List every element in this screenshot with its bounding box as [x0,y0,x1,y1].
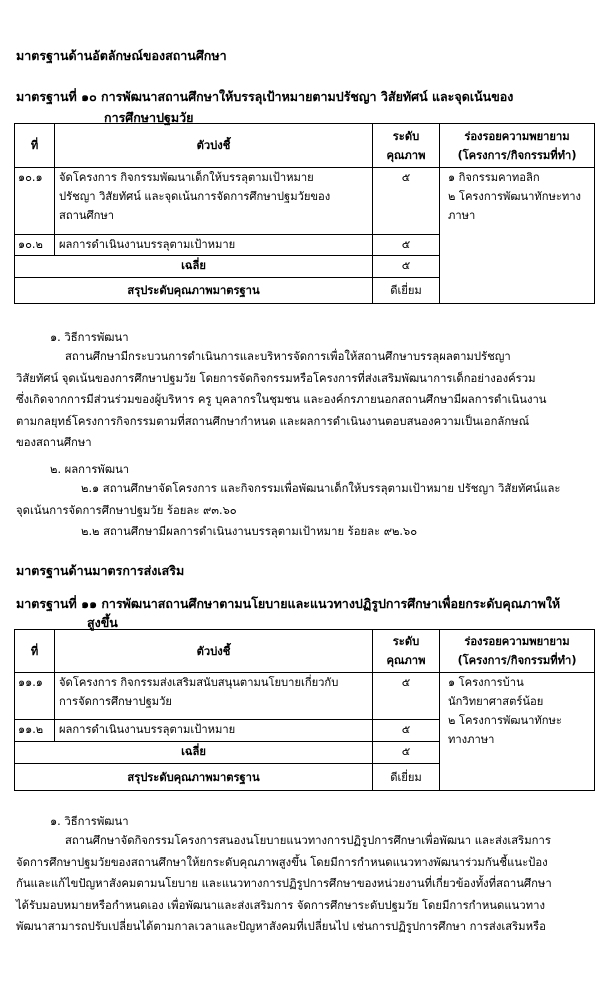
paragraph-line: สถานศึกษามีกระบวนการดำเนินการและบริหารจัดการเพื่อให้สถานศึกษาบรรลุผลตามปรัชญา [65,350,511,363]
standard-11-table [14,629,595,791]
standard-10-title: มาตรฐานที่ ๑๐ การพัฒนาสถานศึกษาให้บรรลุเป้าหมายตามปรัชญา วิสัยทัศน์ และจุดเน้นของ [16,89,514,104]
table-row [15,168,595,235]
average-value: ๕ [373,742,440,764]
header-evidence-line2: (โครงการ/กิจกรรมที่ทำ) [457,148,577,162]
evidence-line: ๒ โครงการพัฒนาทักษะทาง [448,190,582,203]
row-indicator [55,168,373,235]
header-no: ที่ [15,630,55,673]
row-no: ๑๑.๑ [15,673,55,720]
table-row [15,673,595,720]
evidence-line: ภาษา [448,209,476,222]
evidence-line: นักวิทยาศาสตร์น้อย [448,695,544,708]
paragraph-line: ได้รับมอบหมายหรือกำหนดเอง เพื่อพัฒนาและส่งเสริมการ จัดการศึกษาระดับปฐมวัย โดยมีการกำหนดแนวทาง [16,898,545,912]
indicator-line: จัดโครงการ กิจกรรมส่งเสริมสนับสนุนตามนโยบายเกี่ยวกับ [59,676,339,689]
header-evidence-line1: ร่องรอยความพยายาม [464,635,570,648]
header-evidence-line2: (โครงการ/กิจกรรมที่ทำ) [457,654,577,667]
average-label: เฉลี่ย [15,256,373,278]
group-heading-promotion: มาตรฐานด้านมาตรการส่งเสริม [16,563,185,578]
indicator-line: การจัดการศึกษาปฐมวัย [59,695,172,708]
indicator-line: ปรัชญา วิสัยทัศน์ และจุดเน้นการจัดการศึกษาปฐมวัยของ [59,190,331,203]
header-evidence [440,124,595,168]
standard-11-title: มาตรฐานที่ ๑๑ การพัฒนาสถานศึกษาตามนโยบายและแนวทางปฏิรูปการศึกษาเพื่อยกระดับคุณภาพให้ [16,596,561,611]
header-level-line2: คุณภาพ [386,148,426,162]
result-heading: ๒. ผลการพัฒนา [50,463,130,476]
row-no: ๑๐.๒ [15,235,55,256]
paragraph-line: สถานศึกษาจัดกิจกรรมโครงการสนองนโยบายแนวทางการปฏิรูปการศึกษาเพื่อพัฒนา และส่งเสริมการ [65,834,551,847]
evidence-cell [440,168,595,304]
paragraph-line: กันและแก้ไขปัญหาสังคมตามนโยบาย และแนวทางการปฏิรูปการศึกษาของหน่วยงานที่เกี่ยวข้องทั้งที่สถานศึกษา [16,877,552,891]
average-label: เฉลี่ย [15,742,373,764]
header-level [373,124,440,168]
evidence-line: ๒ โครงการพัฒนาทักษะ [448,714,562,727]
paragraph-line: ๒.๑ สถานศึกษาจัดโครงการ และกิจกรรมเพื่อพัฒนาเด็กให้บรรลุตามเป้าหมาย ปรัชญา วิสัยทัศน์และ [81,482,561,495]
header-indicator: ตัวบ่งชี้ [55,124,373,168]
paragraph-line: ตามกลยุทธ์โครงการกิจกรรมตามที่สถานศึกษากำหนด และผลการดำเนินงานตอบสนองความเป็นเอกลักษณ์ [16,414,530,428]
group-heading-identity: มาตรฐานด้านอัตลักษณ์ของสถานศึกษา [16,48,227,63]
row-no: ๑๐.๑ [15,168,55,235]
evidence-cell [440,673,595,791]
row-level: ๕ [373,720,440,742]
indicator-line: จัดโครงการ กิจกรรมพัฒนาเด็กให้บรรลุตามเป้าหมาย [59,171,314,184]
row-indicator [55,673,373,720]
table-header-row [15,630,595,673]
row-no: ๑๑.๒ [15,720,55,742]
summary-label: สรุประดับคุณภาพมาตรฐาน [15,764,373,791]
method-paragraph [16,346,547,454]
average-value: ๕ [373,256,440,278]
paragraph-line: ๒.๒ สถานศึกษามีผลการดำเนินงานบรรลุตามเป้าหมาย ร้อยละ ๙๒.๖๐ [81,525,418,539]
header-level-line2: คุณภาพ [386,654,426,667]
standard-10-table [14,123,595,304]
evidence-line: ๑ โครงการบ้าน [448,676,524,689]
row-level: ๕ [373,673,440,720]
summary-label: สรุประดับคุณภาพมาตรฐาน [15,278,373,304]
header-evidence [440,630,595,673]
method-heading: ๑. วิธีการพัฒนา [50,815,129,828]
summary-value: ดีเยี่ยม [373,278,440,304]
header-level [373,630,440,673]
method-paragraph [16,830,552,938]
summary-value: ดีเยี่ยม [373,764,440,791]
paragraph-line: ซึ่งเกิดจากการมีส่วนร่วมของผู้บริหาร ครู บุคลากรในชุมชน และองค์กรภายนอกสถานศึกษามีผลการดำเนินงาน [16,393,547,407]
evidence-line: ทางภาษา [448,733,495,746]
row-indicator: ผลการดำเนินงานบรรลุตามเป้าหมาย [55,720,373,742]
result-paragraph [16,478,560,543]
paragraph-line: ของสถานศึกษา [16,436,92,450]
paragraph-line: วิสัยทัศน์ จุดเน้นของการศึกษาปฐมวัย โดยการจัดกิจกรรมหรือโครงการที่ส่งเสริมพัฒนาการเด็กอย่างองค์รวม [16,371,536,385]
method-heading: ๑. วิธีการพัฒนา [50,331,129,344]
paragraph-line: จัดการศึกษาปฐมวัยของสถานศึกษาให้ยกระดับคุณภาพสูงขึ้น โดยมีการกำหนดแนวทางพัฒนาร่วมกันชี้แนะป้อง [16,855,548,869]
row-level: ๕ [373,168,440,235]
header-no: ที่ [15,124,55,168]
row-indicator: ผลการดำเนินงานบรรลุตามเป้าหมาย [55,235,373,256]
header-level-line1: ระดับ [392,129,420,143]
row-level: ๕ [373,235,440,256]
header-evidence-line1: ร่องรอยความพยายาม [464,129,570,143]
paragraph-line: จุดเน้นการจัดการศึกษาปฐมวัย ร้อยละ ๙๓.๖๐ [16,503,237,517]
header-level-line1: ระดับ [392,635,420,648]
table-header-row [15,124,595,168]
standard-11-title-cont: สูงขึ้น [87,615,118,630]
header-indicator: ตัวบ่งชี้ [55,630,373,673]
indicator-line: สถานศึกษา [59,209,115,222]
evidence-line: ๑ กิจกรรมคาทอลิก [448,171,540,184]
paragraph-line: พัฒนาสามารถปรับเปลี่ยนได้ตามกาลเวลาและปัญหาสังคมที่เปลี่ยนไป เช่นการปฏิรูปการศึกษา การส่งเสริมหรือ [16,920,546,934]
standard-10-title-cont: การศึกษาปฐมวัย [104,110,194,125]
